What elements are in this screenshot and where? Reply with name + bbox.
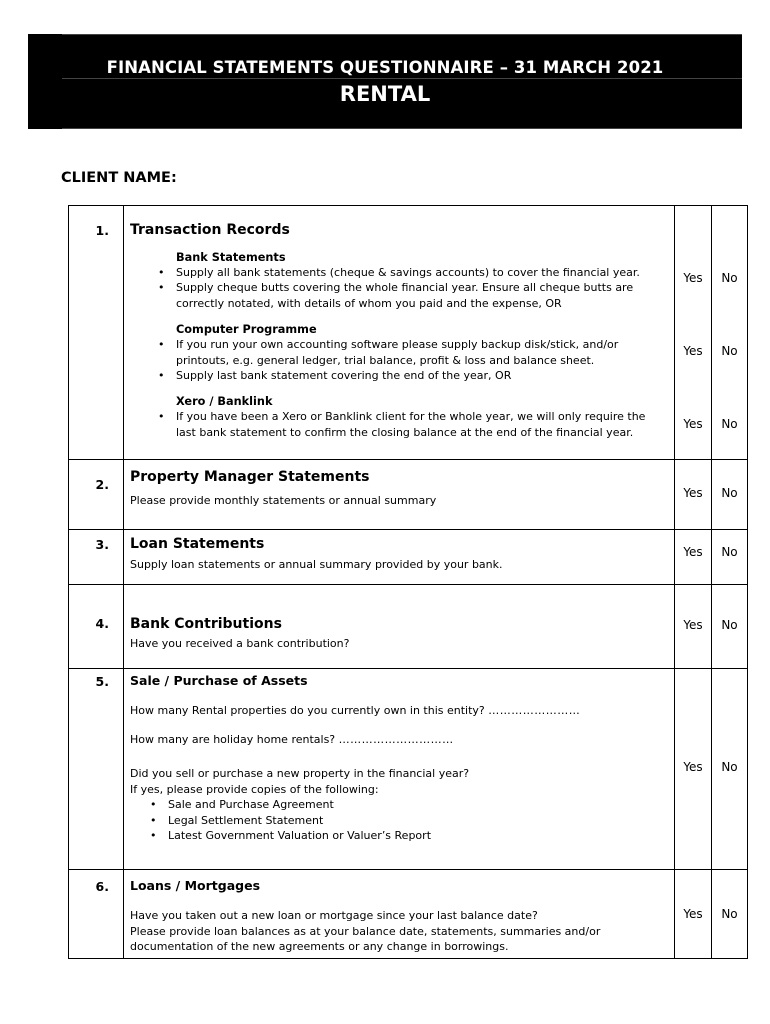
section-4-row (69, 585, 748, 669)
properties-owned-question (130, 703, 668, 719)
no-option[interactable]: No (721, 907, 738, 921)
section-number: 4. (69, 585, 124, 669)
section-3-row (69, 530, 748, 585)
yes-column (675, 585, 712, 669)
no-option[interactable]: No (721, 760, 738, 774)
section-text: Have you received a bank contribution? (130, 637, 350, 650)
no-column (712, 669, 748, 870)
section-6-body (124, 870, 675, 959)
yes-option[interactable]: Yes (683, 618, 703, 632)
section-title: Bank Contributions (130, 616, 282, 632)
holiday-rentals-question (130, 732, 668, 748)
section-1-body (124, 206, 675, 460)
subsection-heading: Computer Programme (176, 323, 317, 337)
document-subtitle: RENTAL (339, 82, 431, 106)
section-5-body (124, 669, 675, 870)
no-option[interactable]: No (721, 344, 738, 358)
section-title: Sale / Purchase of Assets (130, 673, 308, 688)
yes-option[interactable]: Yes (683, 545, 703, 559)
section-number: 2. (69, 460, 124, 530)
yes-column (675, 530, 712, 585)
section-number: 1. (69, 206, 124, 460)
answer-blank[interactable]: …………………… (488, 704, 581, 717)
yes-option[interactable]: Yes (683, 417, 703, 431)
banner-top-rule (62, 34, 742, 35)
section-6-row (69, 870, 748, 959)
no-column (712, 870, 748, 959)
list-item: • Legal Settlement Statement (150, 813, 668, 828)
question-text: If yes, please provide copies of the following: (130, 782, 379, 796)
no-column (712, 530, 748, 585)
section-text: Supply loan statements or annual summary provided by your bank. (130, 558, 503, 571)
yes-column (675, 870, 712, 959)
banner-middle-rule (62, 78, 742, 79)
list-item: • If you run your own accounting software please supply backup disk/stick, and/or printouts, e.g. general ledger, trial balance, profit & loss and balance sheet. (158, 337, 668, 368)
list-item: • Supply last bank statement covering the end of the year, OR (158, 368, 668, 383)
no-column (712, 460, 748, 530)
yes-option[interactable]: Yes (683, 760, 703, 774)
subsection-heading: Xero / Banklink (176, 395, 273, 409)
bullet-list (130, 797, 668, 843)
question-text: How many are holiday home rentals? (130, 732, 336, 746)
yes-option[interactable]: Yes (683, 271, 703, 285)
document-title: FINANCIAL STATEMENTS QUESTIONNAIRE – 31 MARCH 2021 (106, 58, 664, 77)
bullet-list (130, 409, 668, 440)
section-3-body (124, 530, 675, 585)
yes-option[interactable]: Yes (683, 907, 703, 921)
no-option[interactable]: No (721, 271, 738, 285)
answer-blank[interactable]: ………………………… (338, 732, 454, 746)
yes-column (675, 460, 712, 530)
section-number: 5. (69, 669, 124, 870)
subsection-heading: Bank Statements (176, 251, 286, 264)
list-item: • Sale and Purchase Agreement (150, 797, 668, 812)
questionnaire-table (68, 205, 748, 959)
banner-bottom-rule (62, 128, 742, 129)
no-option[interactable]: No (721, 486, 738, 500)
section-title: Property Manager Statements (130, 469, 370, 485)
no-column (712, 206, 748, 460)
section-title: Loans / Mortgages (130, 878, 261, 893)
section-2-row (69, 460, 748, 530)
yes-column (675, 669, 712, 870)
section-number: 6. (69, 870, 124, 959)
client-name-label: CLIENT NAME: (61, 170, 177, 186)
question-text: Did you sell or purchase a new property in the financial year? (130, 767, 470, 781)
no-column (712, 585, 748, 669)
bullet-list (130, 265, 668, 311)
section-4-body (124, 585, 675, 669)
list-item: • Supply cheque butts covering the whole financial year. Ensure all cheque butts are correctly notated, with details of whom you paid and the expense, OR (158, 280, 668, 311)
no-option[interactable]: No (721, 545, 738, 559)
question-text: Have you taken out a new loan or mortgage since your last balance date? (130, 909, 538, 922)
bullet-list (130, 337, 668, 383)
header-banner (28, 34, 742, 129)
section-1-row (69, 206, 748, 460)
section-number: 3. (69, 530, 124, 585)
section-title: Loan Statements (130, 536, 265, 552)
section-5-row (69, 669, 748, 870)
yes-option[interactable]: Yes (683, 486, 703, 500)
section-title: Transaction Records (130, 222, 290, 238)
section-2-body (124, 460, 675, 530)
question-text: Please provide loan balances as at your balance date, statements, summaries and/or documentation of the new agreements or any change in borrowings. (130, 924, 601, 954)
question-text: How many Rental properties do you currently own in this entity? (130, 704, 485, 717)
no-option[interactable]: No (721, 417, 738, 431)
no-option[interactable]: No (721, 618, 738, 632)
yes-option[interactable]: Yes (683, 344, 703, 358)
section-text: Please provide monthly statements or annual summary (130, 494, 437, 507)
yes-column (675, 206, 712, 460)
list-item: • If you have been a Xero or Banklink client for the whole year, we will only require the last bank statement to confirm the closing balance at the end of the financial year. (158, 409, 668, 440)
list-item: • Supply all bank statements (cheque & savings accounts) to cover the financial year. (158, 265, 668, 280)
list-item: • Latest Government Valuation or Valuer’s Report (150, 828, 668, 843)
